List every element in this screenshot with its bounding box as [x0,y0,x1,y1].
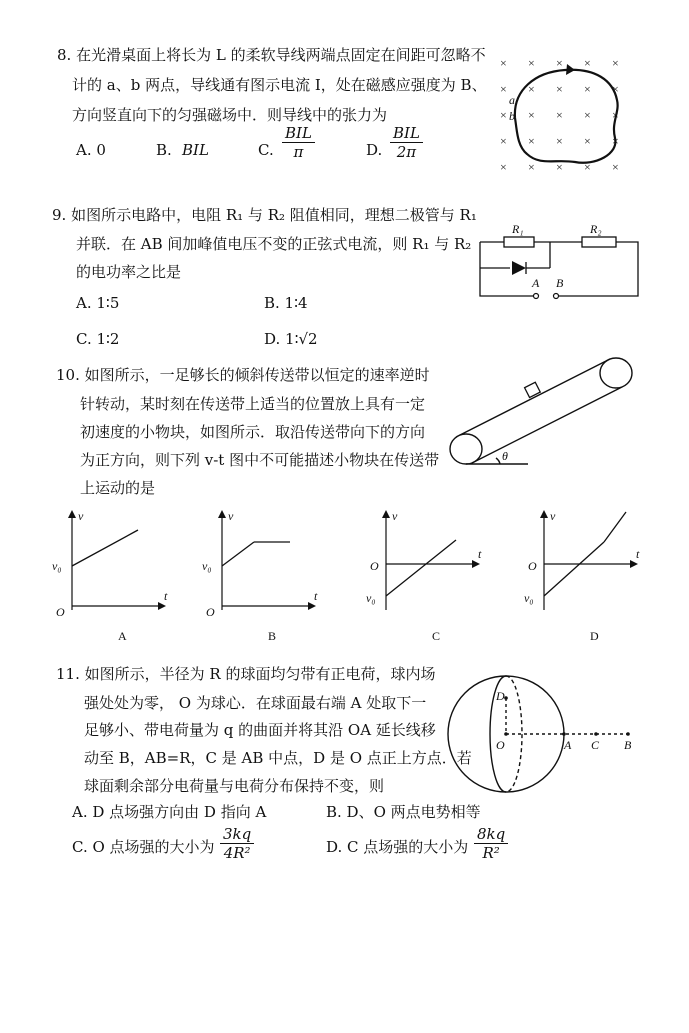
t-axis-arrow [308,602,316,610]
q11-option-c-fraction [220,825,254,862]
q8-magnetic-field-diagram [495,50,635,180]
field-cross-0-1: × [528,56,535,70]
v0-label: v₀ [366,591,376,605]
q8-option-d-fraction [390,124,423,161]
q9-label-b: B [556,276,564,290]
vt-line-0 [544,542,604,596]
v-label: v [550,509,556,523]
field-cross-4-1: × [528,160,535,174]
v-axis-arrow [382,510,390,518]
q10-line-4: 为正方向，则下列 v-t 图中不可能描述小物块在传送带 [80,451,440,469]
vt-graph-A [52,508,172,658]
vt-graph-C [366,508,486,658]
q11-line-3: 足够小、带电荷量为 q 的曲面并将其沿 OA 延长线移 [84,721,436,739]
q10-line-2: 针转动，某时刻在传送带上适当的位置放上具有一定 [80,395,426,413]
q11-option-a: A. D 点场强方向由 D 指向 A [72,803,267,821]
origin-label: O [206,605,215,619]
q9-line-1: 9. 如图所示电路中，电阻 R₁ 与 R₂ 阻值相同，理想二极管与 R₁ [52,206,477,224]
q10-line-1: 10. 如图所示，一足够长的倾斜传送带以恒定的速率逆时 [56,366,430,384]
q8-option-d-denominator: 2π [396,143,417,161]
q8-option-d-numerator: BIL [390,124,423,143]
t-axis-arrow [472,560,480,568]
q10-line-3: 初速度的小物块，如图所示．取沿传送带向下的方向 [80,423,426,441]
resistor-r1 [504,237,534,247]
q11-option-d-fraction [474,825,508,862]
field-cross-4-3: × [584,160,591,174]
q11-label-a: A [564,738,572,752]
q9-option-a: A. 1∶5 [76,294,120,312]
field-cross-4-0: × [500,160,507,174]
v-axis-arrow [540,510,548,518]
terminal-b [554,294,559,299]
field-cross-3-1: × [528,134,535,148]
t-axis-arrow [158,602,166,610]
field-cross-4-2: × [556,160,563,174]
q8-option-c-denominator: π [293,143,304,161]
upper-pulley [600,358,632,388]
origin-label: O [528,559,537,573]
q11-label-b: B [624,738,632,752]
field-cross-2-3: × [584,108,591,122]
field-cross-2-1: × [528,108,535,122]
v-label: v [78,509,84,523]
v0-label: v₀ [524,591,534,605]
field-cross-3-2: × [556,134,563,148]
field-cross-1-1: × [528,82,535,96]
q11-line-1: 11. 如图所示，半径为 R 的球面均匀带有正电荷，球内场 [56,665,436,683]
q8-label-b: b [509,109,515,123]
v0-label: v₀ [202,559,212,573]
q8-option-a: A. 0 [76,141,106,159]
t-axis-arrow [630,560,638,568]
q9-option-d: D. 1∶√2 [264,330,318,348]
vt-graph-B [202,508,322,658]
q11-line-5: 球面剩余部分电荷量与电荷分布保持不变，则 [84,777,385,795]
v0-label: v₀ [52,559,62,573]
v-axis-arrow [218,510,226,518]
field-cross-2-0: × [500,108,507,122]
terminal-a [534,294,539,299]
q11-option-c-numerator: 3kq [220,825,254,844]
q9-option-b: B. 1∶4 [264,294,308,312]
q8-option-b-value: BIL [182,141,209,159]
q9-label-r2: R₂ [590,222,602,236]
q8-option-c-letter: C. [258,141,274,159]
q8-option-d-letter: D. [366,141,383,159]
vt-line-0 [72,530,138,566]
q9-line-2: 并联．在 AB 间加峰值电压不变的正弦式电流，则 R₁ 与 R₂ [76,235,472,253]
q10-theta-label: θ [502,449,508,463]
lower-pulley [450,434,482,464]
graph-caption: D [590,629,599,643]
field-cross-2-4: × [612,108,619,122]
q8-line-2: 计的 a、b 两点，导线通有图示电流 I，处在磁感应强度为 B、 [72,76,487,94]
q8-option-c-fraction [282,124,315,161]
field-cross-1-0: × [500,82,507,96]
q10-conveyor-diagram [446,356,636,468]
t-label: t [636,547,640,561]
q11-option-d-denominator: R² [482,844,500,862]
q11-option-d-text: D. C 点场强的大小为 [326,838,469,856]
t-label: t [164,589,168,603]
field-cross-0-4: × [612,56,619,70]
vt-line-0 [222,542,254,566]
q9-circuit-diagram [476,222,636,302]
q9-line-3: 的电功率之比是 [76,263,182,281]
field-cross-3-3: × [584,134,591,148]
q11-option-b: B. D、O 两点电势相等 [326,803,481,821]
t-label: t [314,589,318,603]
field-cross-2-2: × [556,108,563,122]
q11-line-4: 动至 B，AB=R，C 是 AB 中点，D 是 O 点正上方点．若 [84,749,472,767]
field-cross-3-4: × [612,134,619,148]
q10-line-5: 上运动的是 [80,479,156,497]
field-cross-4-4: × [612,160,619,174]
origin-label: O [370,559,379,573]
resistor-r2 [582,237,616,247]
q11-option-c-denominator: 4R² [223,844,251,862]
vt-graph-D [524,508,644,658]
q8-option-c-numerator: BIL [282,124,315,143]
field-cross-3-0: × [500,134,507,148]
q9-option-c: C. 1∶2 [76,330,120,348]
q11-label-d: D [496,689,505,703]
q8-option-b-letter: B. [156,141,172,159]
v-label: v [228,509,234,523]
q8-line-3: 方向竖直向下的匀强磁场中．则导线中的张力为 [72,106,388,124]
q9-label-r1: R₁ [512,222,524,236]
q11-sphere-diagram [446,670,646,798]
field-cross-1-2: × [556,82,563,96]
field-cross-0-2: × [556,56,563,70]
q9-label-a: A [532,276,540,290]
q8-label-a: a [509,93,515,107]
field-cross-1-4: × [612,82,619,96]
vt-line-0 [386,540,456,596]
vt-line-1 [604,512,626,542]
v-label: v [392,509,398,523]
field-cross-0-0: × [500,56,507,70]
graph-caption: C [432,629,441,643]
field-cross-1-3: × [584,82,591,96]
belt-bottom [472,387,622,463]
q11-label-c: C [591,738,600,752]
q11-label-o: O [496,738,505,752]
v-axis-arrow [68,510,76,518]
graph-caption: A [118,629,127,643]
belt-top [460,359,610,435]
q11-line-2: 强处处为零， O 为球心．在球面最右端 A 处取下一 [84,694,427,712]
t-label: t [478,547,482,561]
graph-caption: B [268,629,277,643]
q11-option-c-text: C. O 点场强的大小为 [72,838,215,856]
q8-current-arrow [566,64,575,75]
origin-label: O [56,605,65,619]
q8-line-1: 8. 在光滑桌面上将长为 L 的柔软导线两端点固定在间距可忽略不 [57,46,486,64]
diode-symbol [512,261,526,275]
q11-option-d-numerator: 8kq [474,825,508,844]
field-cross-0-3: × [584,56,591,70]
